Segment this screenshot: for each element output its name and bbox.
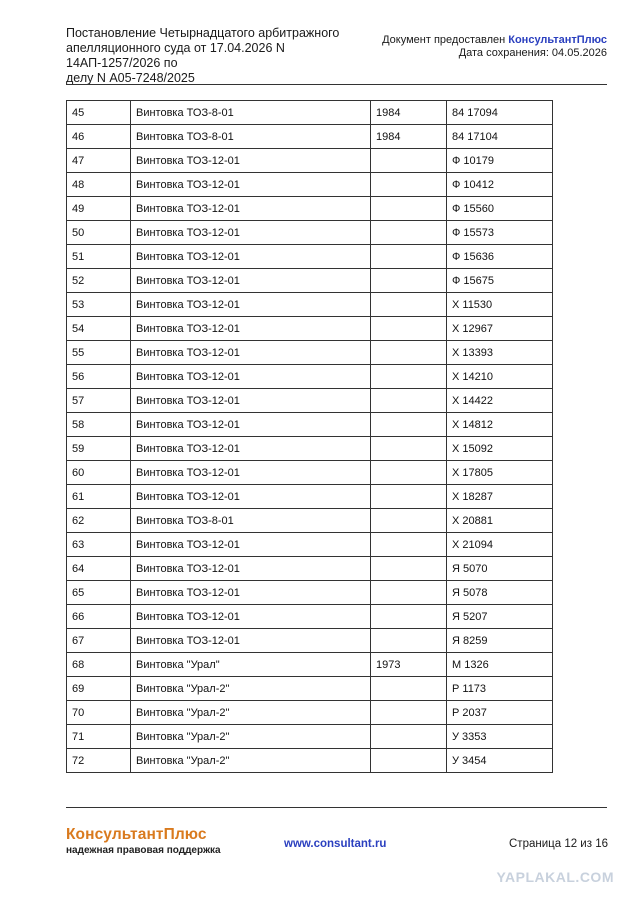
cell-year [371,629,447,653]
cell-serial: 84 17094 [447,101,553,125]
cell-year [371,485,447,509]
cell-year [371,293,447,317]
cell-name: Винтовка ТОЗ-12-01 [131,221,371,245]
table-row [67,533,553,557]
table-row [67,629,553,653]
provided-brand-link[interactable]: КонсультантПлюс [508,34,607,46]
cell-name: Винтовка ТОЗ-12-01 [131,581,371,605]
table-row [67,101,553,125]
cell-name: Винтовка ТОЗ-12-01 [131,173,371,197]
cell-serial: Х 18287 [447,485,553,509]
cell-number: 48 [67,173,131,197]
cell-number: 46 [67,125,131,149]
cell-serial: У 3353 [447,725,553,749]
footer-logo [66,826,221,856]
cell-number: 56 [67,365,131,389]
title-line: делу N А05-7248/2025 [66,71,195,85]
cell-serial: Ф 10412 [447,173,553,197]
cell-number: 60 [67,461,131,485]
cell-year: 1984 [371,125,447,149]
cell-serial: Я 5070 [447,557,553,581]
footer-brand: КонсультантПлюс [66,826,207,843]
cell-year: 1984 [371,101,447,125]
cell-number: 58 [67,413,131,437]
table-row [67,725,553,749]
cell-number: 64 [67,557,131,581]
cell-name: Винтовка ТОЗ-12-01 [131,269,371,293]
table-row [67,413,553,437]
cell-number: 45 [67,101,131,125]
cell-year [371,197,447,221]
title-line: апелляционного суда от 17.04.2026 N 14АП-1257/2026 по [66,41,285,70]
table-row [67,461,553,485]
table-row [67,173,553,197]
cell-serial: Ф 15560 [447,197,553,221]
cell-year [371,725,447,749]
cell-serial: Х 20881 [447,509,553,533]
cell-number: 55 [67,341,131,365]
footer-url-link[interactable]: www.consultant.ru [284,838,387,850]
cell-name: Винтовка ТОЗ-12-01 [131,437,371,461]
cell-number: 68 [67,653,131,677]
cell-serial: Ф 15675 [447,269,553,293]
provider-info [382,34,607,60]
weapons-table [66,100,553,773]
table-row [67,437,553,461]
cell-serial: М 1326 [447,653,553,677]
table-row [67,125,553,149]
cell-name: Винтовка "Урал-2" [131,677,371,701]
cell-number: 67 [67,629,131,653]
cell-year [371,365,447,389]
cell-serial: Х 14210 [447,365,553,389]
table-row [67,485,553,509]
cell-serial: Х 12967 [447,317,553,341]
table-row [67,341,553,365]
cell-serial: У 3454 [447,749,553,773]
cell-serial: Ф 10179 [447,149,553,173]
cell-year [371,149,447,173]
watermark: YAPLAKAL.COM [496,869,614,885]
cell-name: Винтовка ТОЗ-8-01 [131,509,371,533]
cell-year [371,389,447,413]
cell-number: 51 [67,245,131,269]
cell-year [371,221,447,245]
cell-name: Винтовка ТОЗ-12-01 [131,389,371,413]
cell-name: Винтовка ТОЗ-12-01 [131,245,371,269]
cell-number: 47 [67,149,131,173]
cell-year [371,413,447,437]
cell-serial: Х 15092 [447,437,553,461]
table-row [67,149,553,173]
cell-number: 53 [67,293,131,317]
cell-name: Винтовка ТОЗ-12-01 [131,365,371,389]
table-row [67,293,553,317]
cell-number: 66 [67,605,131,629]
cell-serial: Я 5078 [447,581,553,605]
footer-divider [66,807,607,808]
saved-date: Дата сохранения: 04.05.2026 [458,47,607,59]
table-row [67,557,553,581]
table-row [67,221,553,245]
cell-name: Винтовка ТОЗ-12-01 [131,293,371,317]
cell-serial: Р 2037 [447,701,553,725]
document-title [66,26,366,86]
cell-year [371,437,447,461]
cell-name: Винтовка ТОЗ-12-01 [131,461,371,485]
cell-name: Винтовка ТОЗ-12-01 [131,413,371,437]
cell-name: Винтовка ТОЗ-12-01 [131,317,371,341]
cell-number: 65 [67,581,131,605]
cell-name: Винтовка "Урал-2" [131,725,371,749]
cell-year [371,317,447,341]
cell-number: 49 [67,197,131,221]
cell-year: 1973 [371,653,447,677]
cell-number: 61 [67,485,131,509]
cell-year [371,581,447,605]
cell-year [371,701,447,725]
cell-year [371,605,447,629]
cell-number: 57 [67,389,131,413]
table-row [67,245,553,269]
cell-name: Винтовка ТОЗ-12-01 [131,149,371,173]
cell-number: 59 [67,437,131,461]
cell-serial: Я 5207 [447,605,553,629]
cell-number: 62 [67,509,131,533]
cell-number: 70 [67,701,131,725]
cell-year [371,533,447,557]
cell-number: 50 [67,221,131,245]
cell-serial: Ф 15636 [447,245,553,269]
cell-serial: Х 13393 [447,341,553,365]
cell-year [371,269,447,293]
cell-serial: Х 14422 [447,389,553,413]
cell-name: Винтовка "Урал-2" [131,701,371,725]
table-row [67,701,553,725]
cell-name: Винтовка ТОЗ-12-01 [131,197,371,221]
cell-number: 71 [67,725,131,749]
cell-name: Винтовка ТОЗ-8-01 [131,125,371,149]
cell-year [371,341,447,365]
cell-serial: Х 17805 [447,461,553,485]
cell-number: 69 [67,677,131,701]
cell-name: Винтовка ТОЗ-12-01 [131,557,371,581]
cell-number: 52 [67,269,131,293]
table-body [67,101,553,773]
cell-name: Винтовка "Урал-2" [131,749,371,773]
table-row [67,581,553,605]
cell-name: Винтовка "Урал" [131,653,371,677]
cell-number: 63 [67,533,131,557]
table-row [67,605,553,629]
table-row [67,749,553,773]
cell-year [371,173,447,197]
header-divider [66,84,607,85]
table-row [67,317,553,341]
cell-year [371,461,447,485]
provided-by [382,34,607,47]
cell-serial: Ф 15573 [447,221,553,245]
cell-name: Винтовка ТОЗ-12-01 [131,533,371,557]
cell-name: Винтовка ТОЗ-12-01 [131,605,371,629]
cell-serial: Р 1173 [447,677,553,701]
cell-name: Винтовка ТОЗ-12-01 [131,629,371,653]
title-line: Постановление Четырнадцатого арбитражного [66,26,340,40]
provided-prefix: Документ предоставлен [382,34,509,46]
cell-serial: Х 21094 [447,533,553,557]
page-counter: Страница 12 из 16 [509,838,608,850]
cell-serial: Х 11530 [447,293,553,317]
cell-year [371,749,447,773]
cell-year [371,677,447,701]
cell-name: Винтовка ТОЗ-8-01 [131,101,371,125]
table-row [67,677,553,701]
table-row [67,197,553,221]
footer-tagline: надежная правовая поддержка [66,845,221,856]
table-row [67,365,553,389]
table-row [67,653,553,677]
cell-number: 54 [67,317,131,341]
cell-serial: 84 17104 [447,125,553,149]
table-row [67,389,553,413]
cell-serial: Я 8259 [447,629,553,653]
table-row [67,509,553,533]
cell-year [371,245,447,269]
table-row [67,269,553,293]
cell-number: 72 [67,749,131,773]
cell-serial: Х 14812 [447,413,553,437]
cell-year [371,557,447,581]
cell-name: Винтовка ТОЗ-12-01 [131,485,371,509]
cell-year [371,509,447,533]
cell-name: Винтовка ТОЗ-12-01 [131,341,371,365]
